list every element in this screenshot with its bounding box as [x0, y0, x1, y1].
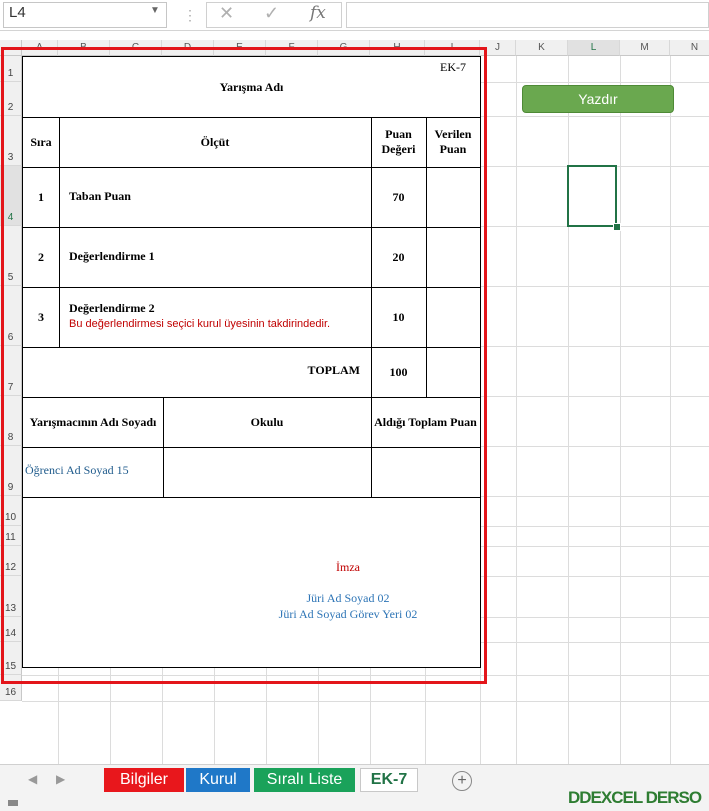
header-olcut: Ölçüt	[200, 134, 230, 149]
column-header-f[interactable]: F	[266, 40, 318, 56]
row-header-10[interactable]: 10	[0, 496, 22, 526]
ek7-form	[22, 56, 481, 668]
formula-bar-divider-icon: ⋮	[183, 7, 197, 23]
criteria-2-name: Değerlendirme 1	[69, 249, 155, 263]
select-all-corner[interactable]	[0, 40, 22, 56]
column-header-n[interactable]: N	[670, 40, 709, 56]
criteria-3-sira: 3	[38, 309, 44, 324]
ek-label: EK-7	[440, 60, 466, 74]
row-header-13[interactable]: 13	[0, 576, 22, 617]
row-header-15[interactable]: 15	[0, 642, 22, 675]
row-header-3[interactable]: 3	[0, 116, 22, 166]
sheet-tab-ek-7[interactable]: EK-7	[360, 768, 418, 792]
scroll-left-icon[interactable]: ◀	[28, 772, 38, 786]
row-header-7[interactable]: 7	[0, 346, 22, 396]
student-name: Öğrenci Ad Soyad 15	[25, 463, 129, 477]
criteria-2-sira: 2	[38, 249, 44, 264]
toplam-verilen[interactable]	[426, 347, 480, 397]
sheet-tab-bilgiler[interactable]: Bilgiler	[104, 768, 184, 792]
row-header-4[interactable]: 4	[0, 166, 22, 226]
column-header-d[interactable]: D	[162, 40, 214, 56]
toplam-label: TOPLAM	[307, 363, 360, 377]
selected-cell[interactable]	[567, 165, 617, 227]
student-header-total: Aldığı Toplam Puan	[374, 414, 477, 429]
column-header-a[interactable]: A	[22, 40, 58, 56]
row-header-2[interactable]: 2	[0, 82, 22, 116]
insert-function-icon[interactable]: fx	[310, 3, 326, 23]
header-sira: Sıra	[30, 134, 52, 149]
row-header-8[interactable]: 8	[0, 396, 22, 446]
scroll-right-icon[interactable]: ▶	[56, 772, 66, 786]
name-box-value: L4	[9, 4, 26, 21]
criteria-1-sira: 1	[38, 189, 44, 204]
row-header-12[interactable]: 12	[0, 546, 22, 576]
print-button[interactable]: Yazdır	[522, 85, 674, 113]
competition-title: Yarışma Adı	[219, 79, 284, 94]
criteria-1-name: Taban Puan	[69, 189, 131, 203]
cancel-icon[interactable]: ✕	[219, 3, 235, 23]
row-header-6[interactable]: 6	[0, 286, 22, 346]
jury-name: Jüri Ad Soyad 02	[306, 591, 390, 605]
criteria-2-puan: 20	[392, 249, 405, 264]
column-header-m[interactable]: M	[620, 40, 670, 56]
column-header-k[interactable]: K	[516, 40, 568, 56]
row-header-9[interactable]: 9	[0, 446, 22, 496]
column-header-b[interactable]: B	[58, 40, 110, 56]
criteria-3-puan: 10	[392, 309, 405, 324]
toplam-value: 100	[389, 364, 408, 379]
row-header-5[interactable]: 5	[0, 226, 22, 286]
row-header-1[interactable]: 1	[0, 56, 22, 82]
column-header-e[interactable]: E	[214, 40, 266, 56]
student-header-name: Yarışmacının Adı Soyadı	[29, 414, 157, 429]
macro-status-icon[interactable]	[8, 800, 18, 806]
student-school[interactable]	[163, 447, 371, 497]
column-header-i[interactable]: I	[425, 40, 480, 56]
row-header-14[interactable]: 14	[0, 617, 22, 642]
criteria-3-name: Değerlendirme 2	[69, 301, 155, 315]
fill-handle[interactable]	[613, 223, 621, 231]
header-verilen-puan: Verilen Puan	[434, 127, 472, 156]
watermark-logo: DDEXCEL DERSO	[568, 788, 702, 807]
row-header-11[interactable]: 11	[0, 526, 22, 546]
jury-place: Jüri Ad Soyad Görev Yeri 02	[278, 607, 418, 621]
header-puan-degeri: Puan Değeri	[381, 127, 416, 156]
name-box-dropdown-icon[interactable]: ▼	[150, 5, 160, 16]
criteria-3-note: Bu değerlendirmesi seçici kurul üyesinin takdirindedir.	[69, 318, 331, 330]
student-total[interactable]	[371, 447, 480, 497]
sheet-tab-kurul[interactable]: Kurul	[186, 768, 250, 792]
column-header-g[interactable]: G	[318, 40, 370, 56]
enter-icon[interactable]: ✓	[264, 3, 280, 23]
column-header-j[interactable]: J	[480, 40, 516, 56]
column-header-c[interactable]: C	[110, 40, 162, 56]
criteria-1-verilen[interactable]	[426, 167, 480, 227]
sheet-tab-sıralı-liste[interactable]: Sıralı Liste	[254, 768, 355, 792]
formula-input[interactable]	[346, 2, 709, 28]
name-box[interactable]	[3, 2, 167, 28]
criteria-2-verilen[interactable]	[426, 227, 480, 287]
imza-label: İmza	[336, 560, 360, 574]
criteria-1-puan: 70	[392, 189, 405, 204]
row-header-16[interactable]: 16	[0, 675, 22, 701]
criteria-3-verilen[interactable]	[426, 287, 480, 347]
column-header-h[interactable]: H	[370, 40, 425, 56]
add-sheet-icon[interactable]: +	[452, 771, 472, 791]
student-header-school: Okulu	[250, 414, 284, 429]
column-header-l[interactable]: L	[568, 40, 620, 56]
